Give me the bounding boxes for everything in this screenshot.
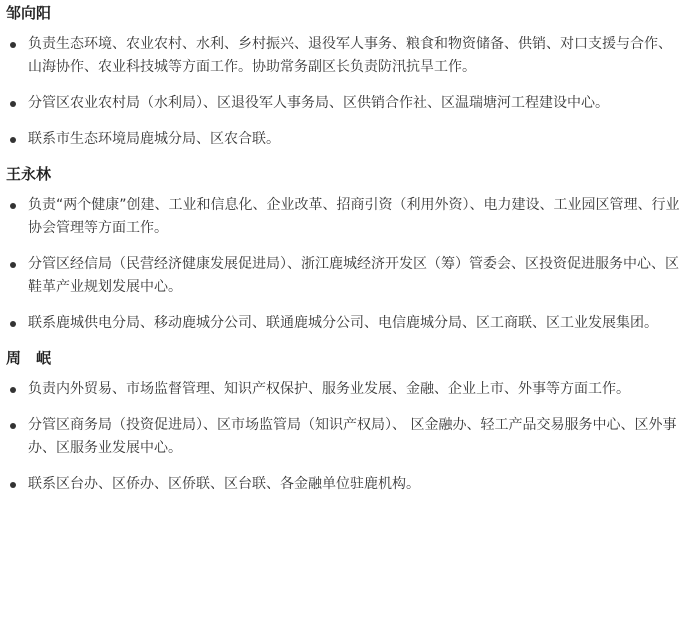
duty-item <box>6 312 683 335</box>
duty-item <box>6 378 683 401</box>
duty-list <box>6 378 683 496</box>
duty-text: 负责“两个健康”创建、工业和信息化、企业改革、招商引资（利用外资）、电力建设、工业园区管理、行业协会管理等方面工作。 <box>28 197 680 236</box>
duty-item <box>6 253 683 299</box>
duty-item <box>6 473 683 496</box>
bullet-icon <box>10 387 16 393</box>
duty-text: 负责内外贸易、市场监督管理、知识产权保护、服务业发展、金融、企业上市、外事等方面工作。 <box>28 381 630 397</box>
duty-text: 负责生态环境、农业农村、水利、乡村振兴、退役军人事务、粮食和物资储备、供销、对口支援与合作、山海协作、农业科技城等方面工作。协助常务副区长负责防汛抗旱工作。 <box>28 36 672 75</box>
bullet-icon <box>10 262 16 268</box>
bullet-icon <box>10 203 16 209</box>
bullet-icon <box>10 423 16 429</box>
duty-text: 联系鹿城供电分局、移动鹿城分公司、联通鹿城分公司、电信鹿城分局、区工商联、区工业发展集团。 <box>28 315 658 331</box>
leader-section <box>6 345 683 496</box>
duty-list <box>6 33 683 151</box>
leader-name: 王永林 <box>6 165 52 183</box>
duty-list <box>6 194 683 335</box>
duty-item <box>6 194 683 240</box>
duty-text: 分管区经信局（民营经济健康发展促进局）、浙江鹿城经济开发区（筹）管委会、区投资促进服务中心、区鞋革产业规划发展中心。 <box>28 256 679 295</box>
bullet-icon <box>10 42 16 48</box>
leader-section <box>6 0 683 151</box>
duty-text: 联系市生态环境局鹿城分局、区农合联。 <box>28 131 280 147</box>
duty-item <box>6 128 683 151</box>
duty-item <box>6 92 683 115</box>
duty-item <box>6 33 683 79</box>
duty-text: 联系区台办、区侨办、区侨联、区台联、各金融单位驻鹿机构。 <box>28 476 420 492</box>
leader-name: 周 岷 <box>6 349 52 367</box>
duty-text: 分管区农业农村局（水利局）、区退役军人事务局、区供销合作社、区温瑞塘河工程建设中心。 <box>28 95 609 111</box>
duty-item <box>6 414 683 460</box>
bullet-icon <box>10 482 16 488</box>
bullet-icon <box>10 137 16 143</box>
bullet-icon <box>10 321 16 327</box>
leader-section <box>6 161 683 335</box>
duty-text: 分管区商务局（投资促进局）、区市场监管局（知识产权局）、 区金融办、轻工产品交易服务中心、区外事办、区服务业发展中心。 <box>28 417 677 456</box>
bullet-icon <box>10 101 16 107</box>
leader-name: 邹向阳 <box>6 4 52 22</box>
